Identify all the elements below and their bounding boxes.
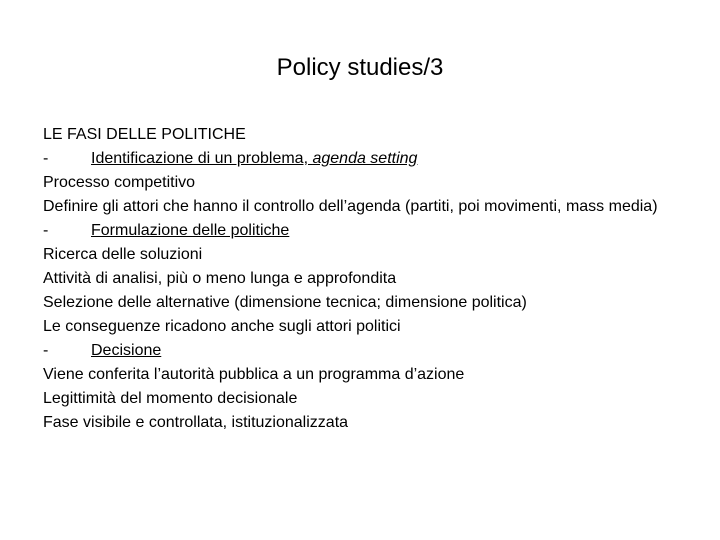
section-heading: LE FASI DELLE POLITICHE <box>43 126 246 143</box>
detail-line: Viene conferita l’autorità pubblica a un programma d’azione <box>43 366 465 383</box>
detail-line: Le conseguenze ricadono anche sugli attori politici <box>43 318 401 335</box>
slide-body <box>43 126 693 438</box>
detail-line: Definire gli attori che hanno il controllo dell’agenda (partiti, poi movimenti, mass media) <box>43 198 658 215</box>
phase-label: Formulazione delle politiche <box>91 222 290 239</box>
detail-line: Ricerca delle soluzioni <box>43 246 203 263</box>
phase-label: Decisione <box>91 342 162 359</box>
dash-marker: - <box>43 222 49 239</box>
dash-marker: - <box>43 150 49 167</box>
phase-item-agenda-setting <box>43 150 693 168</box>
detail-line: Processo competitivo <box>43 174 196 191</box>
detail-line: Legittimità del momento decisionale <box>43 390 298 407</box>
detail-line: Fase visibile e controllata, istituzionalizzata <box>43 414 349 431</box>
phase-label-plain: Identificazione di un problema, <box>91 150 313 167</box>
detail-line: Selezione delle alternative (dimensione tecnica; dimensione politica) <box>43 294 527 311</box>
phase-label-italic: agenda setting <box>312 150 418 167</box>
dash-marker: - <box>43 342 49 359</box>
phase-item-formulazione <box>43 222 693 240</box>
phase-item-decisione <box>43 342 693 360</box>
slide-title: Policy studies/3 <box>276 54 444 81</box>
phase-label <box>91 150 417 168</box>
detail-line: Attività di analisi, più o meno lunga e approfondita <box>43 270 397 287</box>
